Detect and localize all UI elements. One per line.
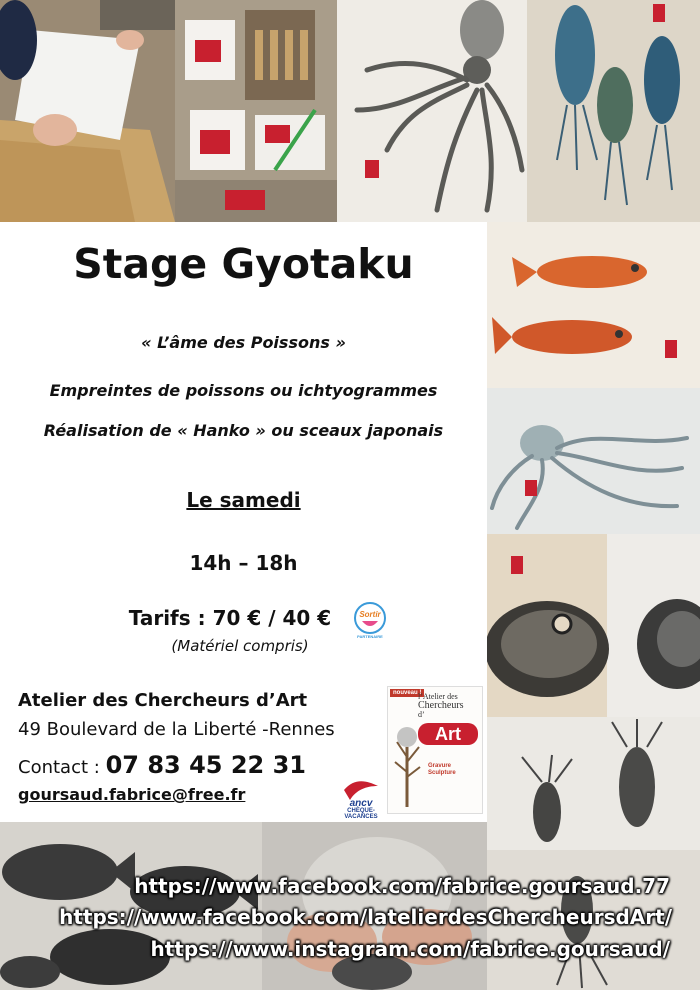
instagram-link[interactable]: https://www.instagram.com/fabrice.goursaud/: [150, 937, 670, 961]
feature-line: Réalisation de « Hanko » ou sceaux japonais: [43, 421, 444, 440]
sortir-badge-sub: PARTENAIRE: [357, 634, 383, 639]
ancv-subtitle: CHÈQUE-VACANCES: [344, 808, 378, 820]
atelier-address: 49 Boulevard de la Liberté -Rennes: [18, 719, 335, 740]
red-fish-print-photo: [487, 222, 700, 388]
ancv-logo: [336, 778, 386, 820]
flyer-heading-3: d’: [418, 710, 425, 719]
octopus-print-photo-2: [487, 388, 700, 534]
flyer-line-1: Gravure: [428, 763, 452, 769]
contact: [18, 751, 306, 779]
facebook-link[interactable]: https://www.facebook.com/fabrice.goursaud.77: [134, 874, 670, 898]
big-fish-print-photo: [487, 534, 700, 717]
flyer-tag: nouveau !: [390, 689, 424, 697]
facebook-page-link[interactable]: https://www.facebook.com/latelierdesChercheursdArt/: [59, 905, 672, 929]
squids-print-photo: [527, 0, 700, 222]
feature-line: Empreintes de poissons ou ichtyogrammes: [49, 381, 438, 400]
atelier-name: Atelier des Chercheurs d’Art: [18, 690, 308, 711]
schedule-day-text: Le samedi: [186, 488, 301, 512]
pricing: Tarifs : 70 € / 40 €: [128, 606, 332, 630]
flyer-tree-illustration: [392, 717, 422, 807]
flyer-heading-2: Chercheurs: [418, 700, 464, 711]
flyer-heading-1: l’Atelier des: [418, 692, 458, 701]
schedule-day: [0, 488, 487, 512]
page-title: Stage Gyotaku: [73, 240, 414, 288]
octopus-print-photo: [337, 0, 527, 222]
flyer-art-logo: Art: [418, 723, 478, 745]
workshop-photo: [0, 0, 175, 222]
flyer-lines: [428, 763, 456, 777]
ancv-text: ancv: [349, 798, 373, 809]
flyer-line-2: Sculpture: [428, 770, 456, 776]
phone-number[interactable]: 07 83 45 22 31: [105, 751, 306, 779]
squids-print-photo-2: [487, 717, 700, 850]
schedule-hours: 14h – 18h: [189, 551, 298, 575]
subtitle: « L’âme des Poissons »: [141, 333, 346, 352]
email-link[interactable]: goursaud.fabrice@free.fr: [18, 785, 246, 804]
pricing-note: (Matériel compris): [171, 637, 309, 655]
stamps-photo: [175, 0, 337, 222]
flyer-heading: [418, 692, 464, 719]
sortir-badge-text: Sortir: [359, 610, 381, 619]
contact-label: Contact :: [18, 757, 100, 778]
sortir-partner-badge: [352, 601, 388, 639]
atelier-flyer-thumbnail: [387, 686, 483, 814]
